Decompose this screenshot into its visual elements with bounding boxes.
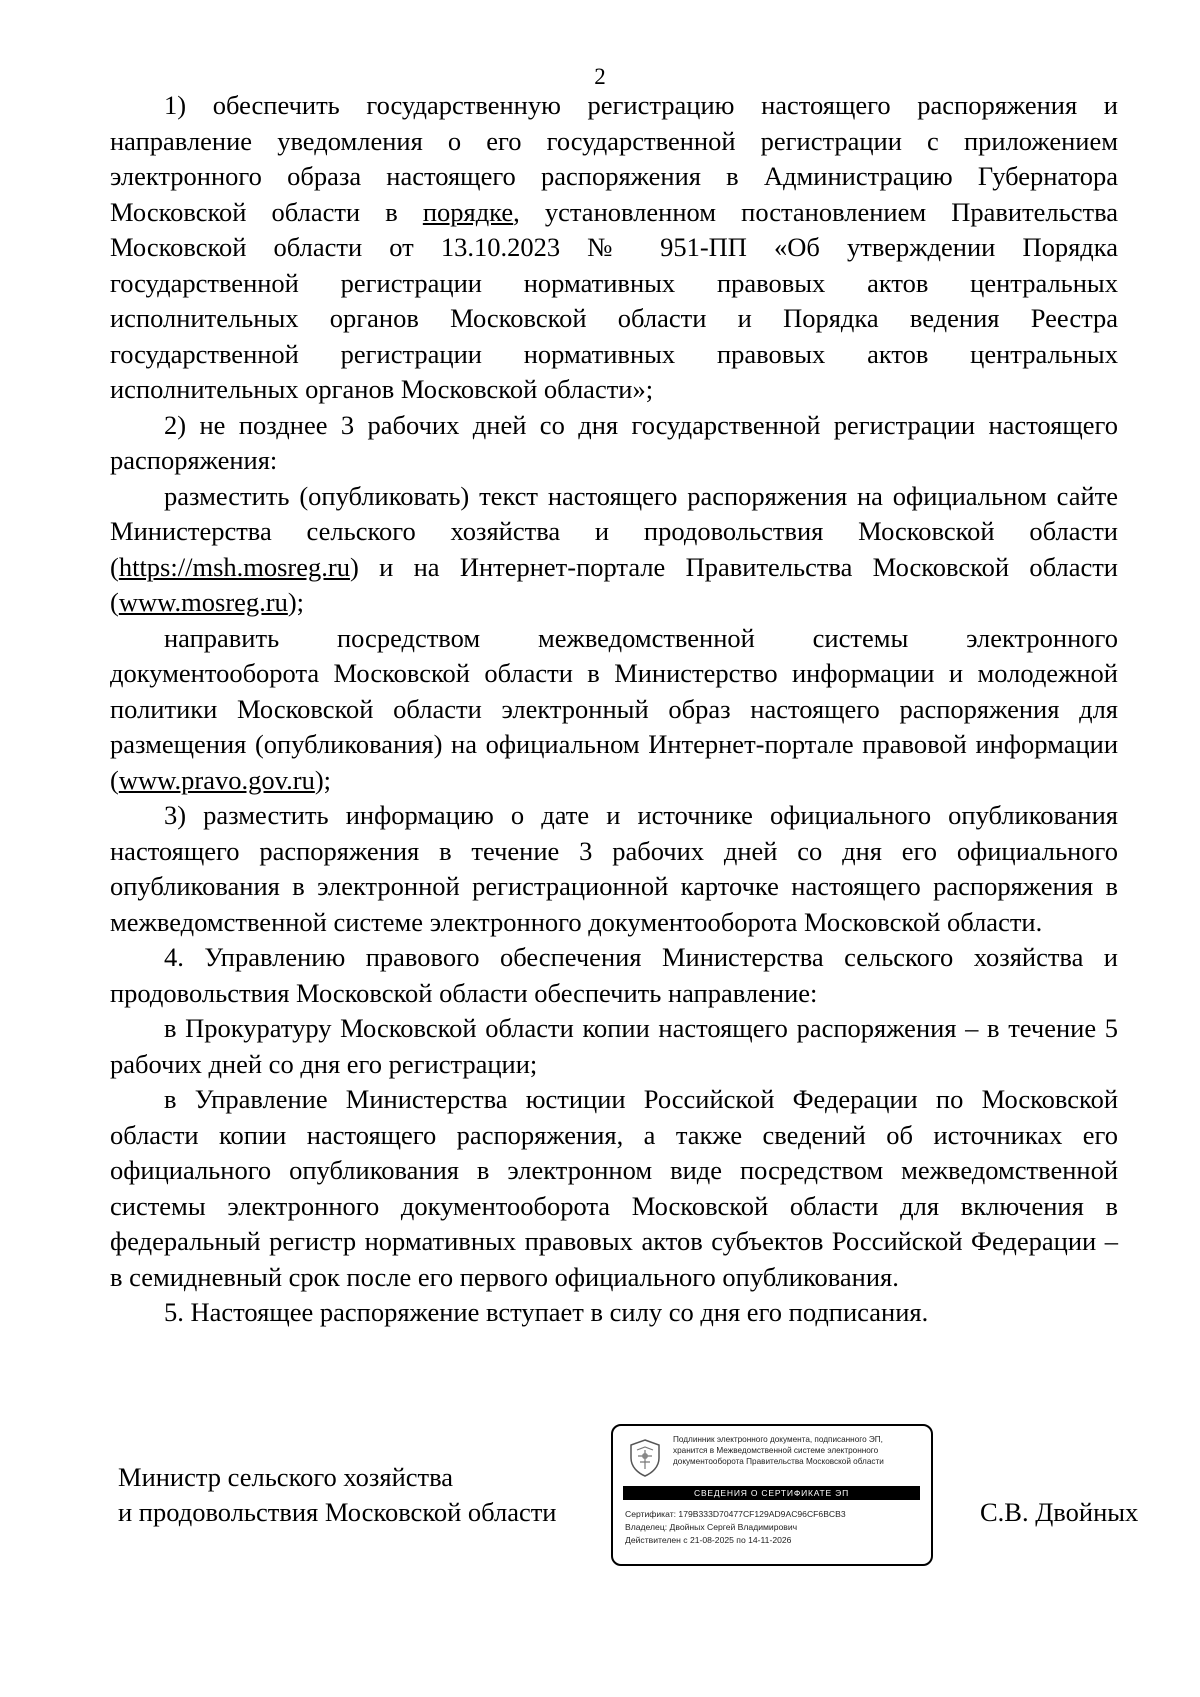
coat-of-arms-icon: [623, 1436, 667, 1480]
paragraph-3-text-c: );: [287, 587, 305, 617]
paragraph-2: 2) не позднее 3 рабочих дней со дня государственной регистрации настоящего распоряжения:: [110, 409, 1118, 475]
paragraph-3: [110, 479, 1118, 621]
signer-title: [118, 1460, 557, 1530]
paragraph-1-text-a: 1) обеспечить государственную регистрацию настоящего распоряжения и направление уведомления о его государственной регистрации с приложением электронного образа настоящего распоряжения в Администрацию Губернатора Московской области в: [110, 90, 1118, 227]
paragraph-7: в Прокуратуру Московской области копии настоящего распоряжения – в течение 5 рабочих дней со дня его регистрации;: [110, 1013, 1118, 1079]
msh-mosreg-link[interactable]: https://msh.mosreg.ru: [118, 551, 350, 582]
stamp-note-line-2: хранится в Межведомственной системе электронного: [673, 1446, 879, 1455]
mosreg-link[interactable]: www.mosreg.ru: [118, 587, 288, 617]
document-body: [110, 88, 1118, 1331]
certificate-validity: Действителен с 21-08-2025 по 14-11-2026: [625, 1535, 792, 1545]
stamp-note: [673, 1434, 929, 1467]
paragraph-3-text-a: разместить (опубликовать) текст настоящего распоряжения на официальном сайте Министерства сельского хозяйства и продовольствия Московской области (: [110, 480, 1118, 582]
paragraph-9: 5. Настоящее распоряжение вступает в силу со дня его подписания.: [164, 1297, 929, 1327]
procedure-link[interactable]: порядке: [422, 196, 514, 227]
paragraph-3-text-b: ) и на Интернет-портале Правительства Московской области (: [110, 551, 1118, 617]
page-number: 2: [594, 64, 606, 89]
signer-title-line-1: Министр сельского хозяйства: [118, 1462, 454, 1492]
paragraph-6: 4. Управлению правового обеспечения Министерства сельского хозяйства и продовольствия Московской области обеспечить направление:: [110, 942, 1118, 1008]
signer-title-line-2: и продовольствия Московской области: [118, 1497, 557, 1527]
paragraph-1: [110, 88, 1118, 408]
signer-name: С.В. Двойных: [980, 1497, 1139, 1527]
certificate-owner: Владелец: Двойных Сергей Владимирович: [625, 1522, 798, 1532]
stamp-details: [625, 1508, 925, 1547]
paragraph-8: в Управление Министерства юстиции Российской Федерации по Московской области копии настоящего распоряжения, а также сведений об источниках его официального опубликования в электронном виде посредством межведомственной системы электронного документооборота Московской области для включения в федеральный регистр нормативных правовых актов субъектов Российской Федерации – в семидневный срок после его первого официального опубликования.: [110, 1084, 1118, 1292]
certificate-number: Сертификат: 179B333D70477CF129AD9AC96CF6BCB3: [625, 1509, 846, 1519]
paragraph-4-text-b: );: [314, 764, 332, 795]
paragraph-5: 3) разместить информацию о дате и источнике официального опубликования настоящего распоряжения в течение 3 рабочих дней со дня его официального опубликования в электронной регистрационной карточке настоящего распоряжения в межведомственной системе электронного документооборота Московской области.: [110, 800, 1118, 937]
paragraph-4: [110, 621, 1118, 799]
stamp-note-line-1: Подлинник электронного документа, подписанного ЭП,: [673, 1435, 883, 1444]
stamp-header: СВЕДЕНИЯ О СЕРТИФИКАТЕ ЭП: [623, 1486, 920, 1500]
paragraph-4-text-a: направить посредством межведомственной системы электронного документооборота Московской области в Министерство информации и молодежной политики Московской области электронный образ настоящего распоряжения для размещения (опубликования) на официальном Интернет-портале правовой информации (: [110, 622, 1118, 795]
pravo-gov-link[interactable]: www.pravo.gov.ru: [118, 764, 315, 795]
paragraph-1-text-b: , установленном постановлением Правительства Московской области от 13.10.2023 № 951-ПП «Об утверждении Порядка государственной регистрации нормативных правовых актов центральных исполнительных органов Московской области и Порядка ведения Реестра государственной регистрации нормативных правовых актов центральных исполнительных органов Московской области»;: [110, 196, 1118, 404]
electronic-signature-stamp: [611, 1424, 933, 1566]
stamp-note-line-3: документооборота Правительства Московской области: [673, 1457, 884, 1466]
